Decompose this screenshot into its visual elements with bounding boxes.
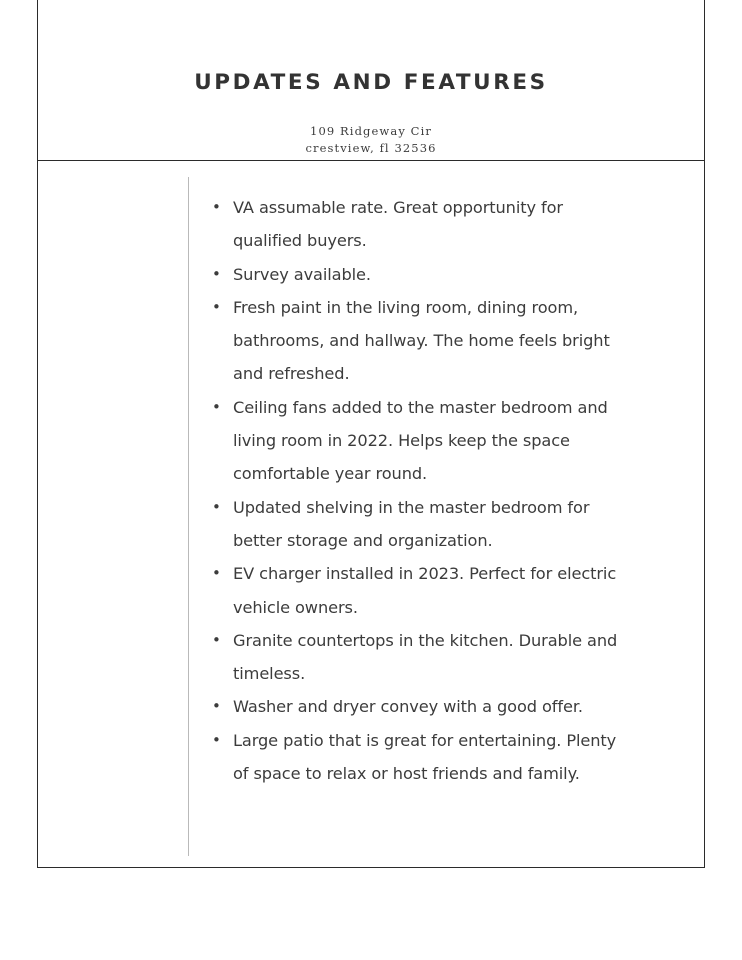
bullet-icon: • <box>212 564 221 583</box>
list-item-text: Washer and dryer convey with a good offer. <box>233 697 583 717</box>
list-item <box>206 258 626 291</box>
vertical-divider <box>188 177 189 856</box>
bullet-icon: • <box>212 730 221 749</box>
bullet-icon: • <box>212 198 221 216</box>
bullet-icon: • <box>212 697 221 716</box>
page-title: UPDATES AND FEATURES <box>194 70 548 95</box>
bullet-icon: • <box>212 297 221 316</box>
bullet-icon: • <box>212 630 221 649</box>
list-item-text: Ceiling fans added to the master bedroom and living room in 2022. Helps keep the space comfortable year round. <box>233 397 608 484</box>
list-item-text: Updated shelving in the master bedroom for better storage and organization. <box>233 497 590 550</box>
bullet-icon: • <box>212 264 221 283</box>
list-item-text: Fresh paint in the living room, dining room, bathrooms, and hallway. The home feels bright and refreshed. <box>233 297 610 384</box>
list-item <box>206 491 626 558</box>
bullet-icon: • <box>212 497 221 516</box>
address-line-1: 109 Ridgeway Cir <box>310 123 432 138</box>
list-item-text: Granite countertops in the kitchen. Durable and timeless. <box>233 630 618 684</box>
list-item <box>206 624 626 691</box>
list-item-text: Large patio that is great for entertaining. Plenty of space to relax or host friends and family. <box>233 730 617 784</box>
list-item <box>206 391 626 491</box>
address-line-2: crestview, fl 32536 <box>305 141 437 156</box>
list-item-text: VA assumable rate. Great opportunity for qualified buyers. <box>233 198 563 251</box>
list-item-text: EV charger installed in 2023. Perfect for electric vehicle owners. <box>233 564 617 617</box>
list-item <box>206 690 626 723</box>
document-body <box>38 161 704 867</box>
document-sheet <box>37 0 705 868</box>
features-list <box>206 191 626 790</box>
list-item-text: Survey available. <box>233 264 371 284</box>
property-address <box>38 123 704 157</box>
list-item <box>206 291 626 391</box>
list-item <box>206 724 626 791</box>
bullet-icon: • <box>212 397 221 416</box>
list-item <box>206 557 626 624</box>
document-header <box>38 0 704 161</box>
list-item <box>206 191 626 258</box>
